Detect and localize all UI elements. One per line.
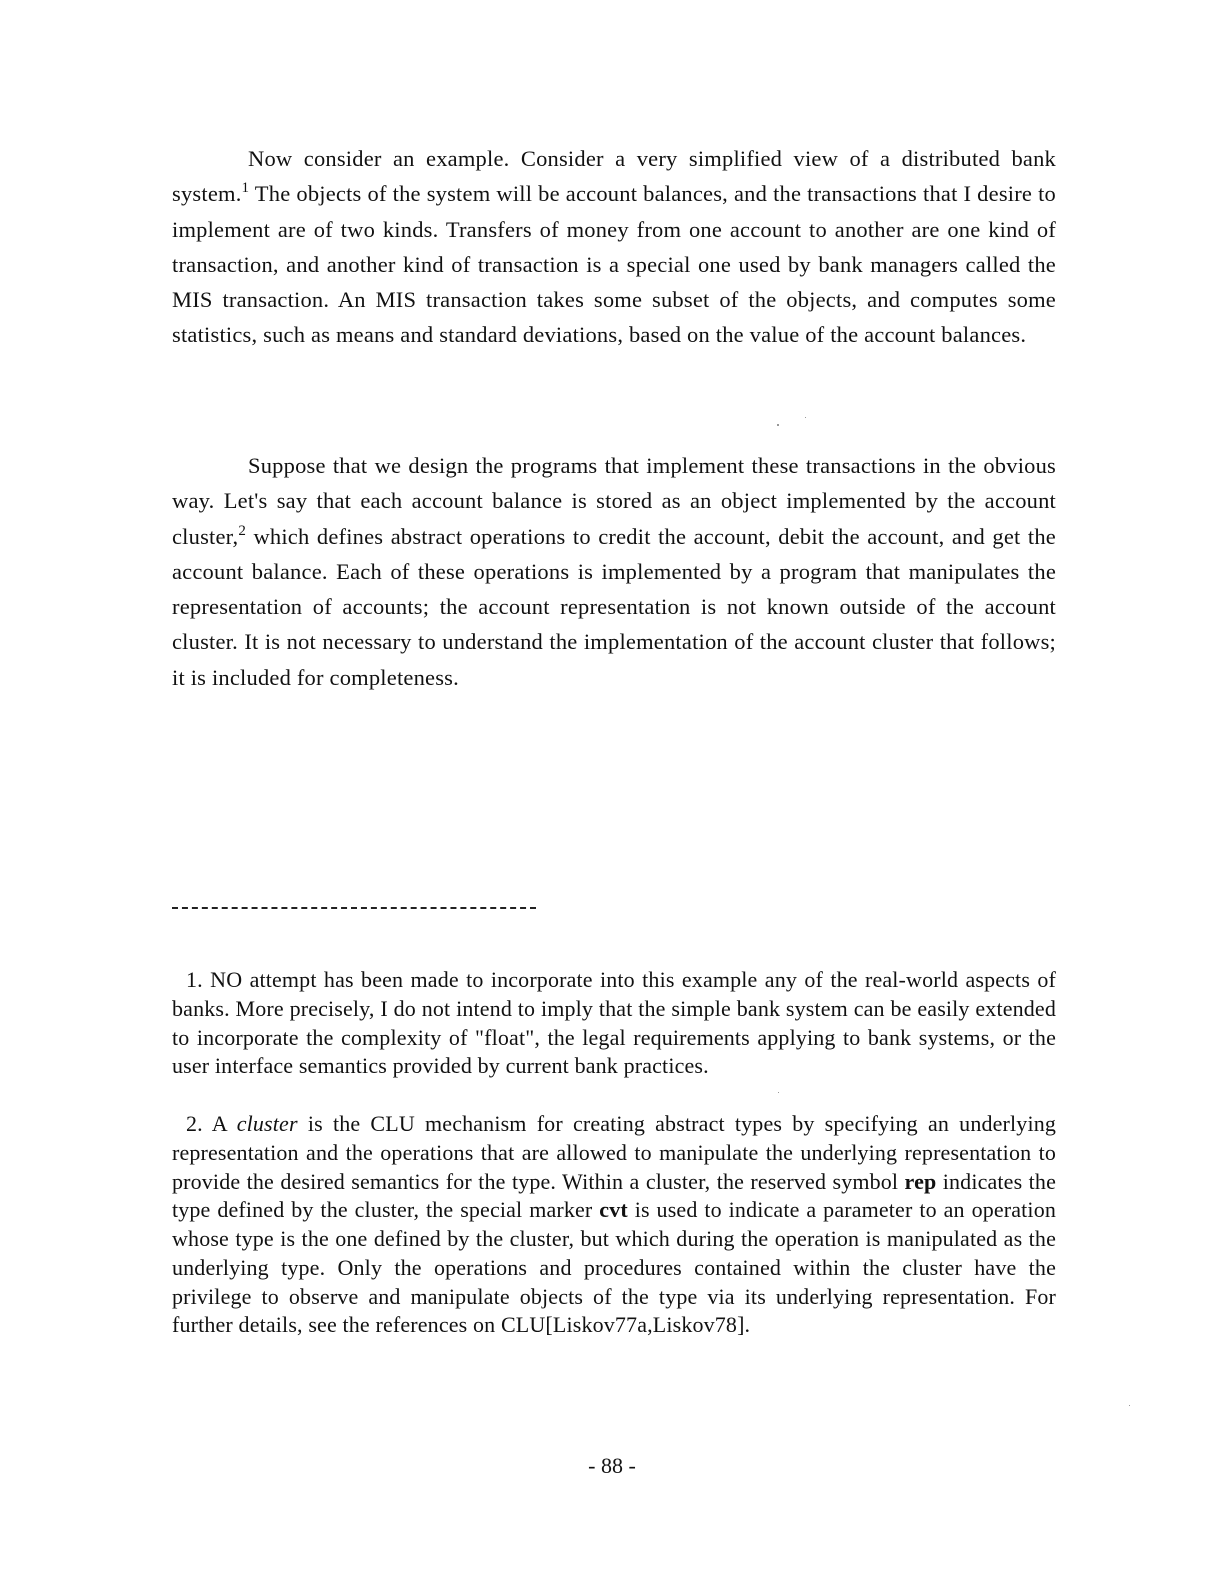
footnote-1 bbox=[172, 966, 1056, 1081]
footnote-2-term-cluster: cluster bbox=[236, 1111, 298, 1136]
keyword-cvt: cvt bbox=[599, 1197, 628, 1223]
scan-speck bbox=[805, 417, 806, 418]
scan-speck bbox=[1129, 1405, 1130, 1406]
footnote-ref-1: 1 bbox=[241, 180, 250, 197]
paragraph-1-text-a: Now consider an example. Consider a very simplified view of a distributed bank system. bbox=[172, 146, 1056, 207]
body-paragraph-2 bbox=[172, 448, 1056, 695]
paragraph-2-text-b: which defines abstract operations to credit the account, debit the account, and get the account balance. Each of these operations is implemented by a program that manipulates the representation of accounts; the account representation is not known outside of the account cluster. It is not necessary to understand the implementation of the account cluster that follows; it is included for completeness. bbox=[172, 523, 1056, 690]
footnote-1-number: 1. bbox=[186, 967, 203, 992]
footnote-2-text-b: indicates the type defined by the cluster, the special marker bbox=[172, 1168, 1056, 1223]
footnote-2-lead: A bbox=[211, 1111, 237, 1136]
keyword-rep: rep bbox=[904, 1168, 937, 1194]
body-paragraph-1 bbox=[172, 141, 1056, 353]
footnote-separator bbox=[172, 907, 536, 909]
scan-speck bbox=[778, 1092, 779, 1093]
paragraph-2-text-a: Suppose that we design the programs that implement these transactions in the obvious way. Let's say that each account balance is stored as an object implemented by the account cluster, bbox=[172, 453, 1056, 549]
scan-speck bbox=[777, 424, 779, 426]
footnote-2-number: 2. bbox=[186, 1111, 203, 1136]
paragraph-1-text-b: The objects of the system will be account balances, and the transactions that I desire to implement are of two kinds. Transfers of money from one account to another are one kind of transaction, and another kind of transaction is a special one used by bank managers called the MIS transaction. An MIS transaction takes some subset of the objects, and computes some statistics, such as means and standard deviations, based on the value of the account balances. bbox=[172, 181, 1056, 348]
page-number: - 88 - bbox=[588, 1453, 636, 1478]
footnote-2-text-a: is the CLU mechanism for creating abstract types by specifying an underlying representation and the operations that are allowed to manipulate the underlying representation to provide the desired semantics for the type. Within a cluster, the reserved symbol bbox=[172, 1111, 1057, 1194]
footnote-ref-2: 2 bbox=[238, 522, 247, 539]
footnote-2 bbox=[172, 1110, 1056, 1340]
footnote-1-text: NO attempt has been made to incorporate into this example any of the real-world aspects of banks. More precisely, I do not intend to imply that the simple bank system can be easily extended to incorporate the complexity of "float", the legal requirements applying to bank systems, or the user interface semantics provided by current bank practices. bbox=[172, 967, 1056, 1079]
footnote-2-text-c: is used to indicate a parameter to an operation whose type is the one defined by the cluster, but which during the operation is manipulated as the underlying type. Only the operations and procedures contained within the cluster have the privilege to observe and manipulate objects of the type via its underlying representation. For further details, see the references on CLU[Liskov77a,Liskov78]. bbox=[172, 1197, 1056, 1338]
